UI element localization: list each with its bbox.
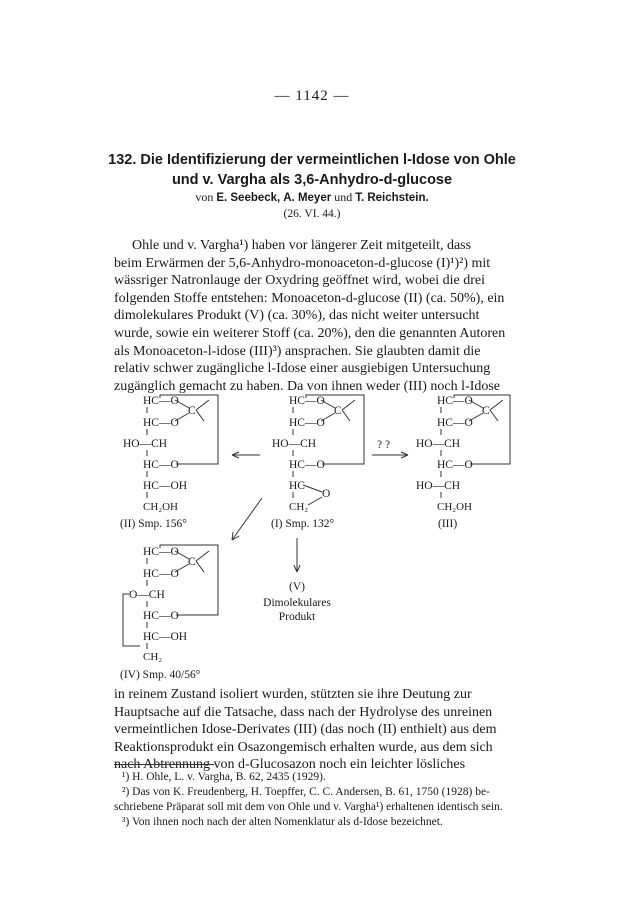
svg-text:HC—O: HC—O — [143, 459, 179, 471]
author-meyer: A. Meyer — [283, 192, 332, 204]
structure-III — [416, 395, 510, 530]
svg-text:CH₂OH: CH₂OH — [143, 501, 179, 513]
svg-text:HC—O: HC—O — [437, 459, 473, 471]
text-line: Ohle und v. Vargha¹) haben vor längerer Zeit mitgeteilt, dass — [132, 238, 472, 253]
structure-IV — [120, 545, 218, 681]
footnote-3: ³) Von ihnen noch nach der alten Nomenklatur als d-Idose bezeichnet. — [122, 816, 443, 828]
svg-text:O—CH: O—CH — [129, 589, 165, 601]
svg-text:HC—O: HC—O — [143, 395, 179, 407]
text-line: zugänglich gemacht zu haben. Da von ihnen weder (III) noch l-Idose — [114, 378, 501, 394]
structure-II — [120, 395, 218, 530]
article-title-line2: und v. Vargha als 3,6-Anhydro-d-glucose — [171, 172, 453, 188]
svg-text:HO—CH: HO—CH — [416, 480, 461, 492]
svg-text:HC—O: HC—O — [289, 459, 325, 471]
svg-text:C: C — [188, 405, 196, 417]
svg-text:HO—CH: HO—CH — [123, 438, 168, 450]
svg-text:HC—OH: HC—OH — [143, 631, 188, 643]
svg-text:HC—O: HC—O — [289, 417, 325, 429]
article-number: 132. — [108, 152, 137, 168]
svg-text:HC: HC — [289, 480, 305, 492]
svg-text:(I) Smp. 132°: (I) Smp. 132° — [271, 518, 335, 530]
svg-text:O: O — [322, 488, 331, 500]
footnote-2-cont: schriebene Präparat soll mit dem von Ohle und v. Vargha¹) erhaltenen identisch sein. — [114, 801, 503, 813]
svg-text:HC—O: HC—O — [437, 395, 473, 407]
footnote-1: ¹) H. Ohle, L. v. Vargha, B. 62, 2435 (1929). — [122, 771, 326, 783]
svg-text:HC—OH: HC—OH — [143, 480, 188, 492]
text-line: wurde, sowie ein weiterer Stoff (ca. 20%), den die genannten Autoren — [114, 325, 506, 341]
text-line: Hauptsache auf die Tatsache, dass nach der Hydrolyse des unreinen — [114, 704, 493, 720]
authors-and: und — [334, 190, 353, 204]
authors-prefix: von — [195, 190, 214, 204]
text-line: beim Erwärmen der 5,6-Anhydro-monoaceton-d-glucose (I)¹)²) mit — [114, 255, 491, 271]
svg-text:Dimolekulares: Dimolekulares — [263, 597, 331, 609]
svg-text:HC—O: HC—O — [289, 395, 325, 407]
svg-text:HC—O: HC—O — [143, 568, 179, 580]
structure-I — [271, 395, 364, 530]
svg-text:HC—O: HC—O — [143, 610, 179, 622]
svg-text:Produkt: Produkt — [278, 611, 316, 623]
footnotes — [114, 770, 518, 830]
svg-text:(V): (V) — [289, 581, 305, 593]
text-line: vermeintlichen Idose-Derivates (III) (das noch (II) enthielt) aus dem — [114, 722, 497, 738]
svg-text:C: C — [482, 405, 490, 417]
paragraph-2 — [114, 686, 518, 774]
text-line: in reinem Zustand isoliert wurden, stützten sie ihre Deutung zur — [114, 687, 472, 702]
svg-text:HO—CH: HO—CH — [272, 438, 317, 450]
text-line: folgenden Stoffe entstehen: Monoaceton-d-glucose (II) (ca. 50%), ein — [114, 290, 505, 306]
svg-text:(III): (III) — [438, 518, 458, 530]
author-seebeck: E. Seebeck, — [216, 192, 281, 204]
svg-text:CH₂: CH₂ — [289, 501, 309, 513]
text-line: Reaktionsprodukt ein Osazongemisch erhalten wurde, aus dem sich — [114, 739, 493, 755]
svg-text:C: C — [188, 556, 196, 568]
svg-text:CH₂OH: CH₂OH — [437, 501, 473, 513]
page-number: — 1142 — — [274, 88, 350, 104]
received-date: (26. VI. 44.) — [283, 208, 341, 220]
text-line: als Monoaceton-l-idose (III)³) ansprachen. Sie glaubten damit die — [114, 343, 481, 359]
svg-text:(IV) Smp. 40/56°: (IV) Smp. 40/56° — [120, 669, 201, 681]
title-text-1: Die Identifizierung der vermeintlichen l-Idose von Ohle — [140, 152, 516, 168]
text-line: wässriger Natronlauge der Oxydring geöffnet wird, wobei die drei — [114, 273, 486, 289]
footnote-2: ²) Das von K. Freudenberg, H. Toepffer, C. C. Andersen, B. 61, 1750 (1928) be- — [122, 786, 490, 798]
footnote-divider — [114, 764, 214, 765]
svg-text:HC—O: HC—O — [143, 417, 179, 429]
svg-text:HO—CH: HO—CH — [416, 438, 461, 450]
text-line: nach Abtrennung von d-Glucosazon noch ein leichter lösliches — [114, 757, 466, 773]
svg-text:(II) Smp. 156°: (II) Smp. 156° — [120, 518, 187, 530]
text-line: dimolekulares Produkt (V) (ca. 30%), das nicht weiter untersucht — [114, 308, 480, 324]
svg-text:HC—O: HC—O — [437, 417, 473, 429]
svg-text:C: C — [334, 405, 342, 417]
svg-text:HC—O: HC—O — [143, 546, 179, 558]
product-V — [263, 581, 331, 623]
svg-text:CH₂: CH₂ — [143, 651, 163, 663]
author-reichstein: T. Reichstein. — [355, 192, 429, 204]
text-line: relativ schwer zugängliche l-Idose einer ausgiebigen Untersuchung — [114, 361, 491, 377]
svg-text:? ?: ? ? — [377, 439, 391, 451]
